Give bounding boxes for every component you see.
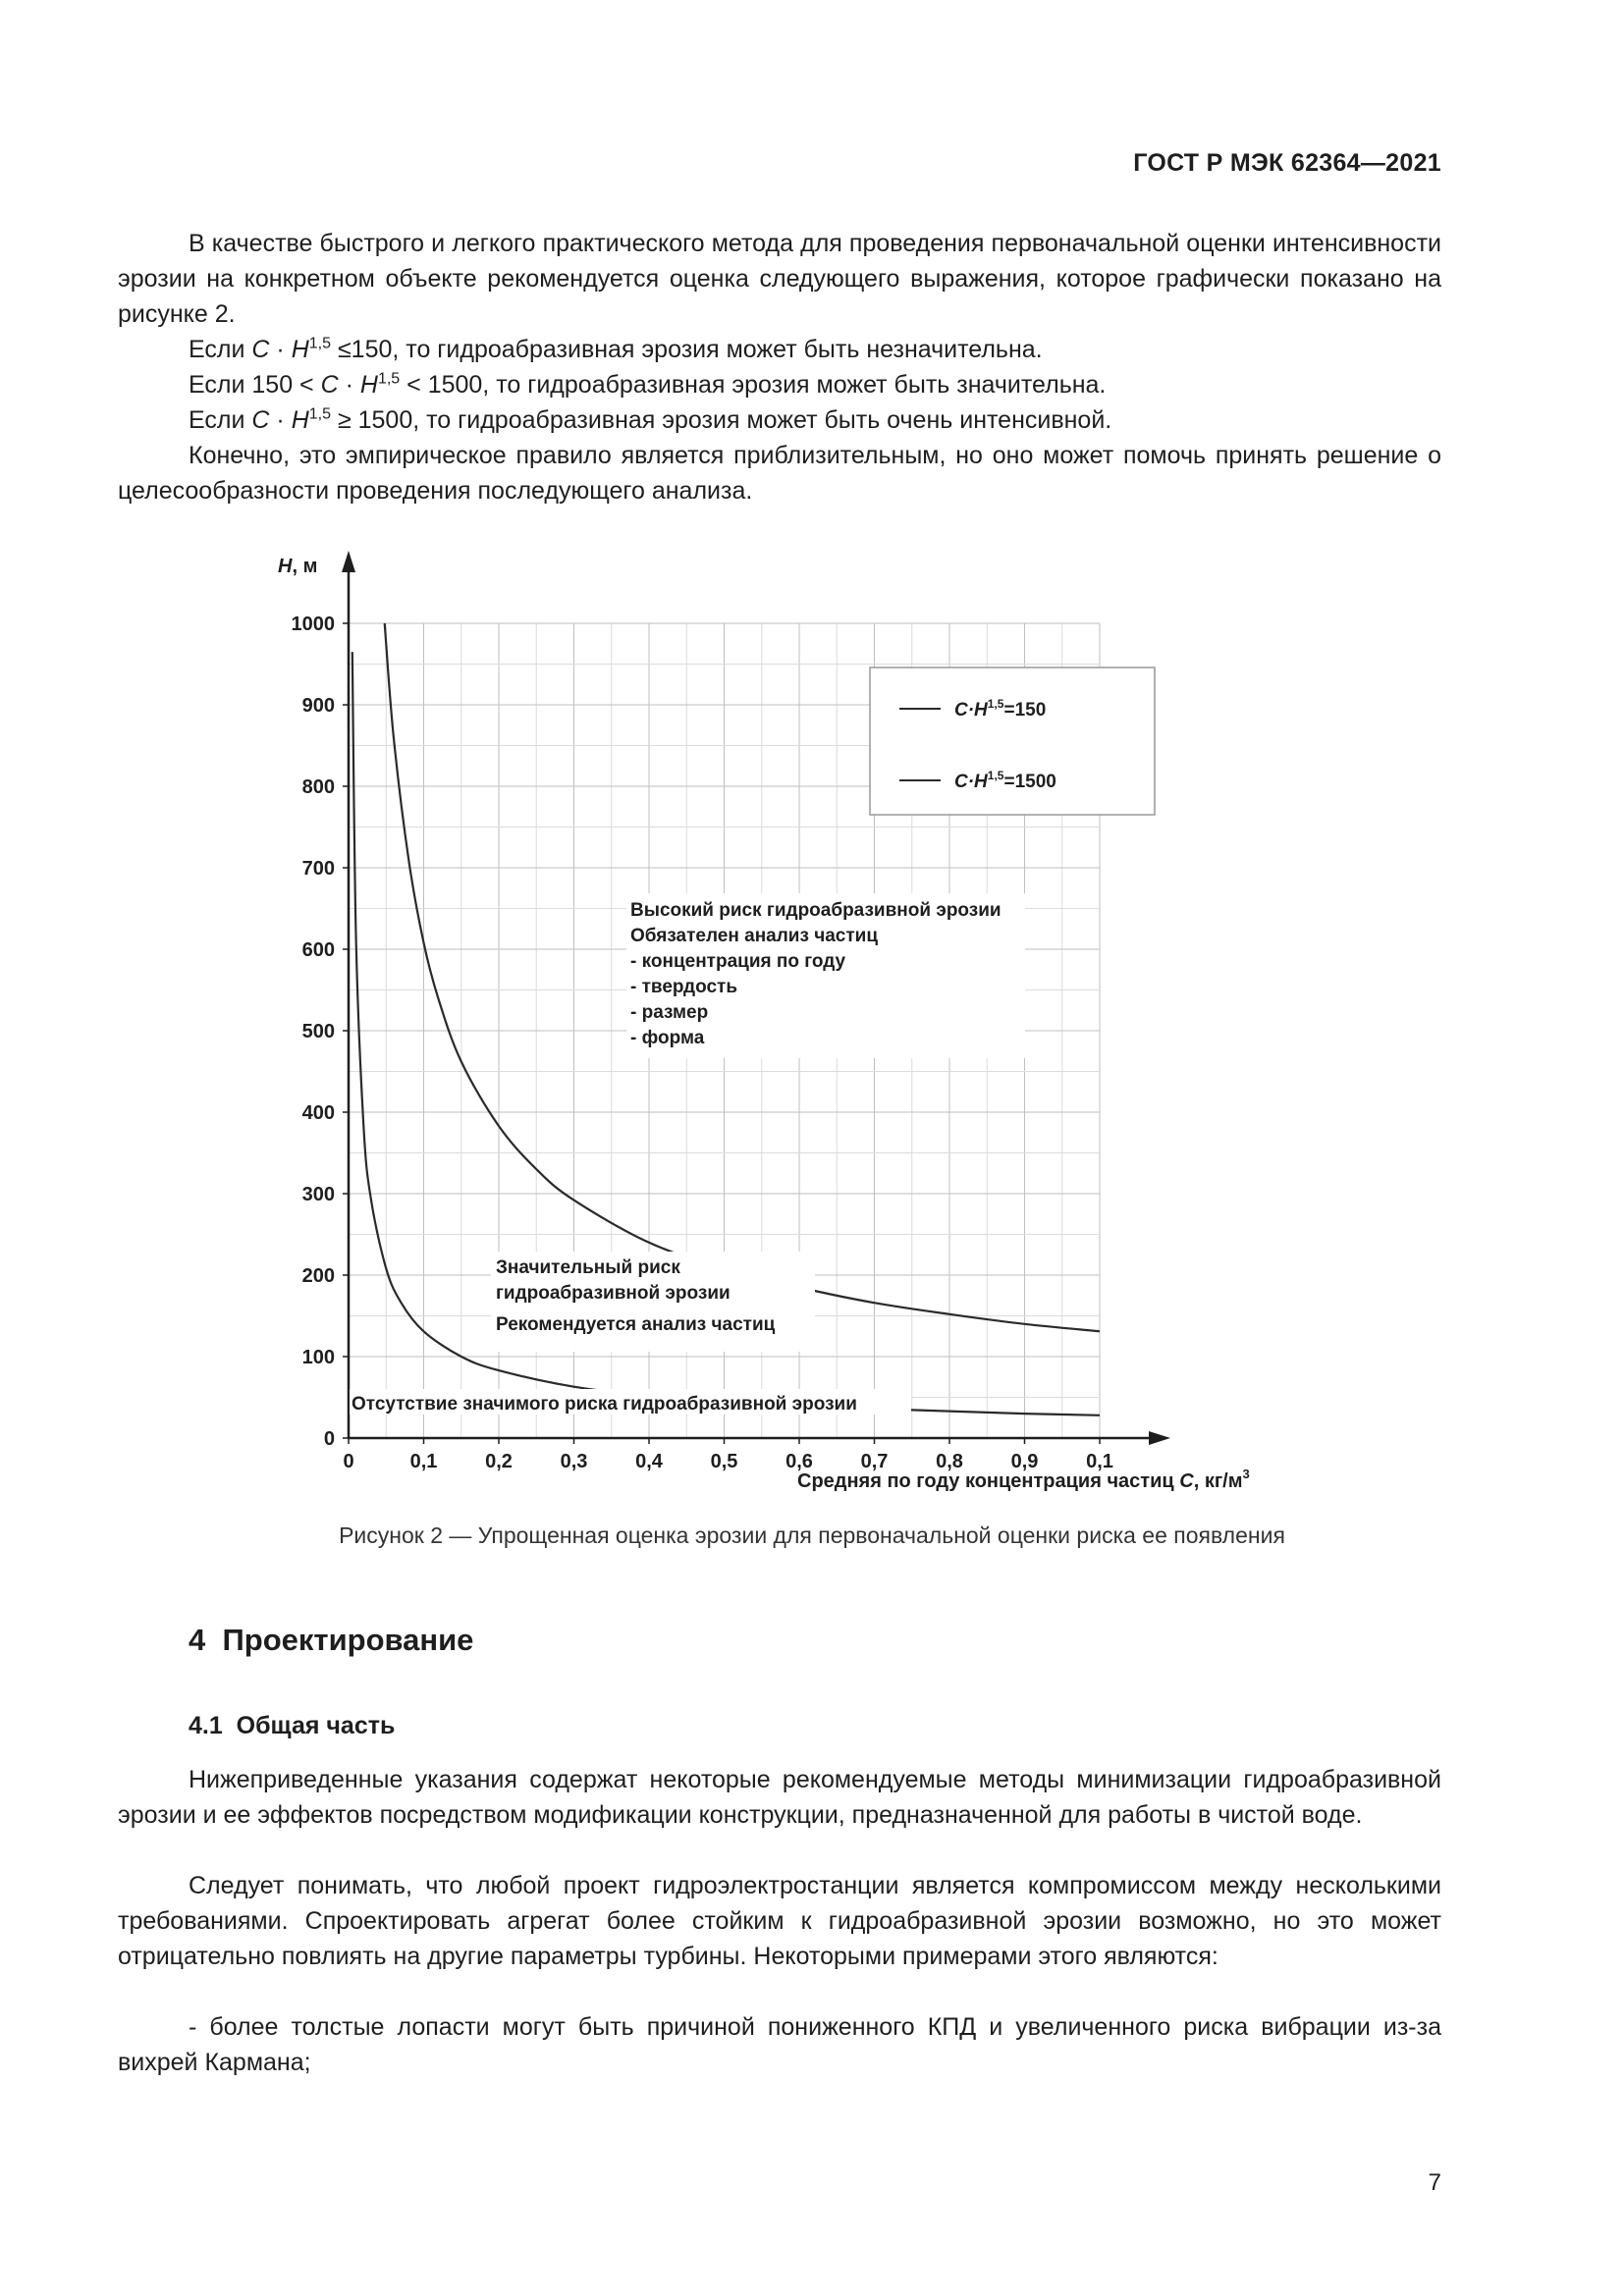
rule-medium: Если 150 < C · H$^{1,5}$ < 1500, то гидроабразивная эрозия может быть значительна. — [189, 370, 1107, 399]
x-axis-label: Средняя по году концентрация частиц C, $кг/м^3$ — [797, 1467, 1250, 1492]
y-tick-label: 500 — [301, 1021, 335, 1042]
body-paragraph-2: Следует понимать, что любой проект гидроэлектростанции является компромиссом между несколькими требованиями. Спроектировать агрегат более стойким к гидроабразивной эрозии возможно, но это может отрицательно повлиять на другие параметры турбины. Некоторыми примерами этого являются: — [118, 1872, 1441, 1970]
y-axis-label: H, м — [278, 556, 318, 577]
x-tick-label: 0,4 — [635, 1451, 663, 1472]
page-number: 7 — [1428, 2169, 1441, 2196]
low-risk-annotation: Отсутствие значимого риска гидроабразивной эрозии — [352, 1394, 857, 1415]
y-tick-label: 300 — [301, 1184, 335, 1205]
running-header: ГОСТ Р МЭК 62364—2021 — [1133, 149, 1441, 177]
y-tick-label: 200 — [301, 1265, 335, 1287]
y-tick-label: 400 — [301, 1102, 335, 1124]
y-tick-label: 100 — [301, 1347, 335, 1368]
y-tick-label: 1000 — [291, 614, 335, 635]
medium-risk-annotation: Значительный риск гидроабразивной эрозии Рекомендуется анализ частиц — [496, 1257, 776, 1335]
body-paragraph-3: - более толстые лопасти могут быть причиной пониженного КПД и увеличенного риска вибрации из-за вихрей Кармана; — [118, 2013, 1441, 2076]
rule-high: Если C · H$^{1,5}$ ≥ 1500, то гидроабразивная эрозия может быть очень интенсивной. — [189, 405, 1112, 434]
x-axis-arrow-icon — [1149, 1431, 1170, 1445]
x-tick-label: 0,8 — [936, 1451, 963, 1472]
y-tick-label: 0 — [323, 1428, 335, 1450]
intro-paragraph-2: Конечно, это эмпирическое правило является приблизительным, но оно может помочь принять решение о целесообразности проведения последующего анализа. — [118, 442, 1441, 505]
high-risk-annotation: Высокий риск гидроабразивной эрозии Обязателен анализ частиц - концентрация по году - твердость - размер - форма — [630, 900, 1001, 1048]
rule-low: Если C · H$^{1,5}$ ≤150, то гидроабразивная эрозия может быть незначительна. — [189, 335, 1043, 363]
y-tick-label: 600 — [301, 939, 335, 961]
body-paragraph-1: Нижеприведенные указания содержат некоторые рекомендуемые методы минимизации гидроабразивной эрозии и ее эффектов посредством модификации конструкции, предназначенной для работы в чистой воде. — [118, 1766, 1441, 1829]
figure-caption: Рисунок 2 — Упрощенная оценка эрозии для первоначальной оценки риска ее появления — [339, 1522, 1285, 1548]
x-tick-label: 0,1 — [409, 1451, 438, 1472]
legend-box — [870, 667, 1155, 815]
x-tick-label: 0,7 — [860, 1451, 889, 1472]
x-tick-label: 0,5 — [710, 1451, 738, 1472]
y-tick-label: 800 — [301, 776, 335, 798]
x-tick-label: 0,6 — [785, 1451, 813, 1472]
y-tick-label: 700 — [301, 858, 335, 880]
x-tick-label: 0,9 — [1010, 1451, 1039, 1472]
x-tick-label: 0 — [343, 1451, 354, 1472]
y-tick-label: 900 — [301, 695, 335, 717]
subsection-heading: 4.1 Общая часть — [189, 1712, 396, 1739]
x-tick-label: 0,2 — [485, 1451, 513, 1472]
legend-label-1500: $C\cdot H^{1,5}=1500$ — [954, 769, 1056, 792]
y-axis-arrow-icon — [342, 551, 355, 572]
x-tick-label: 0,3 — [560, 1451, 588, 1472]
legend-label-150: $C\cdot H^{1,5}=150$ — [954, 697, 1047, 721]
section-heading: 4 Проектирование — [189, 1623, 474, 1657]
intro-paragraph-1: В качестве быстрого и легкого практического метода для проведения первоначальной оценки интенсивности эрозии на конкретном объекте рекомендуется оценка следующего выражения, которое графически показано на рисунке 2. — [118, 230, 1441, 328]
x-tick-label: 0,1 — [1086, 1451, 1113, 1472]
erosion-risk-chart — [245, 545, 1306, 1507]
